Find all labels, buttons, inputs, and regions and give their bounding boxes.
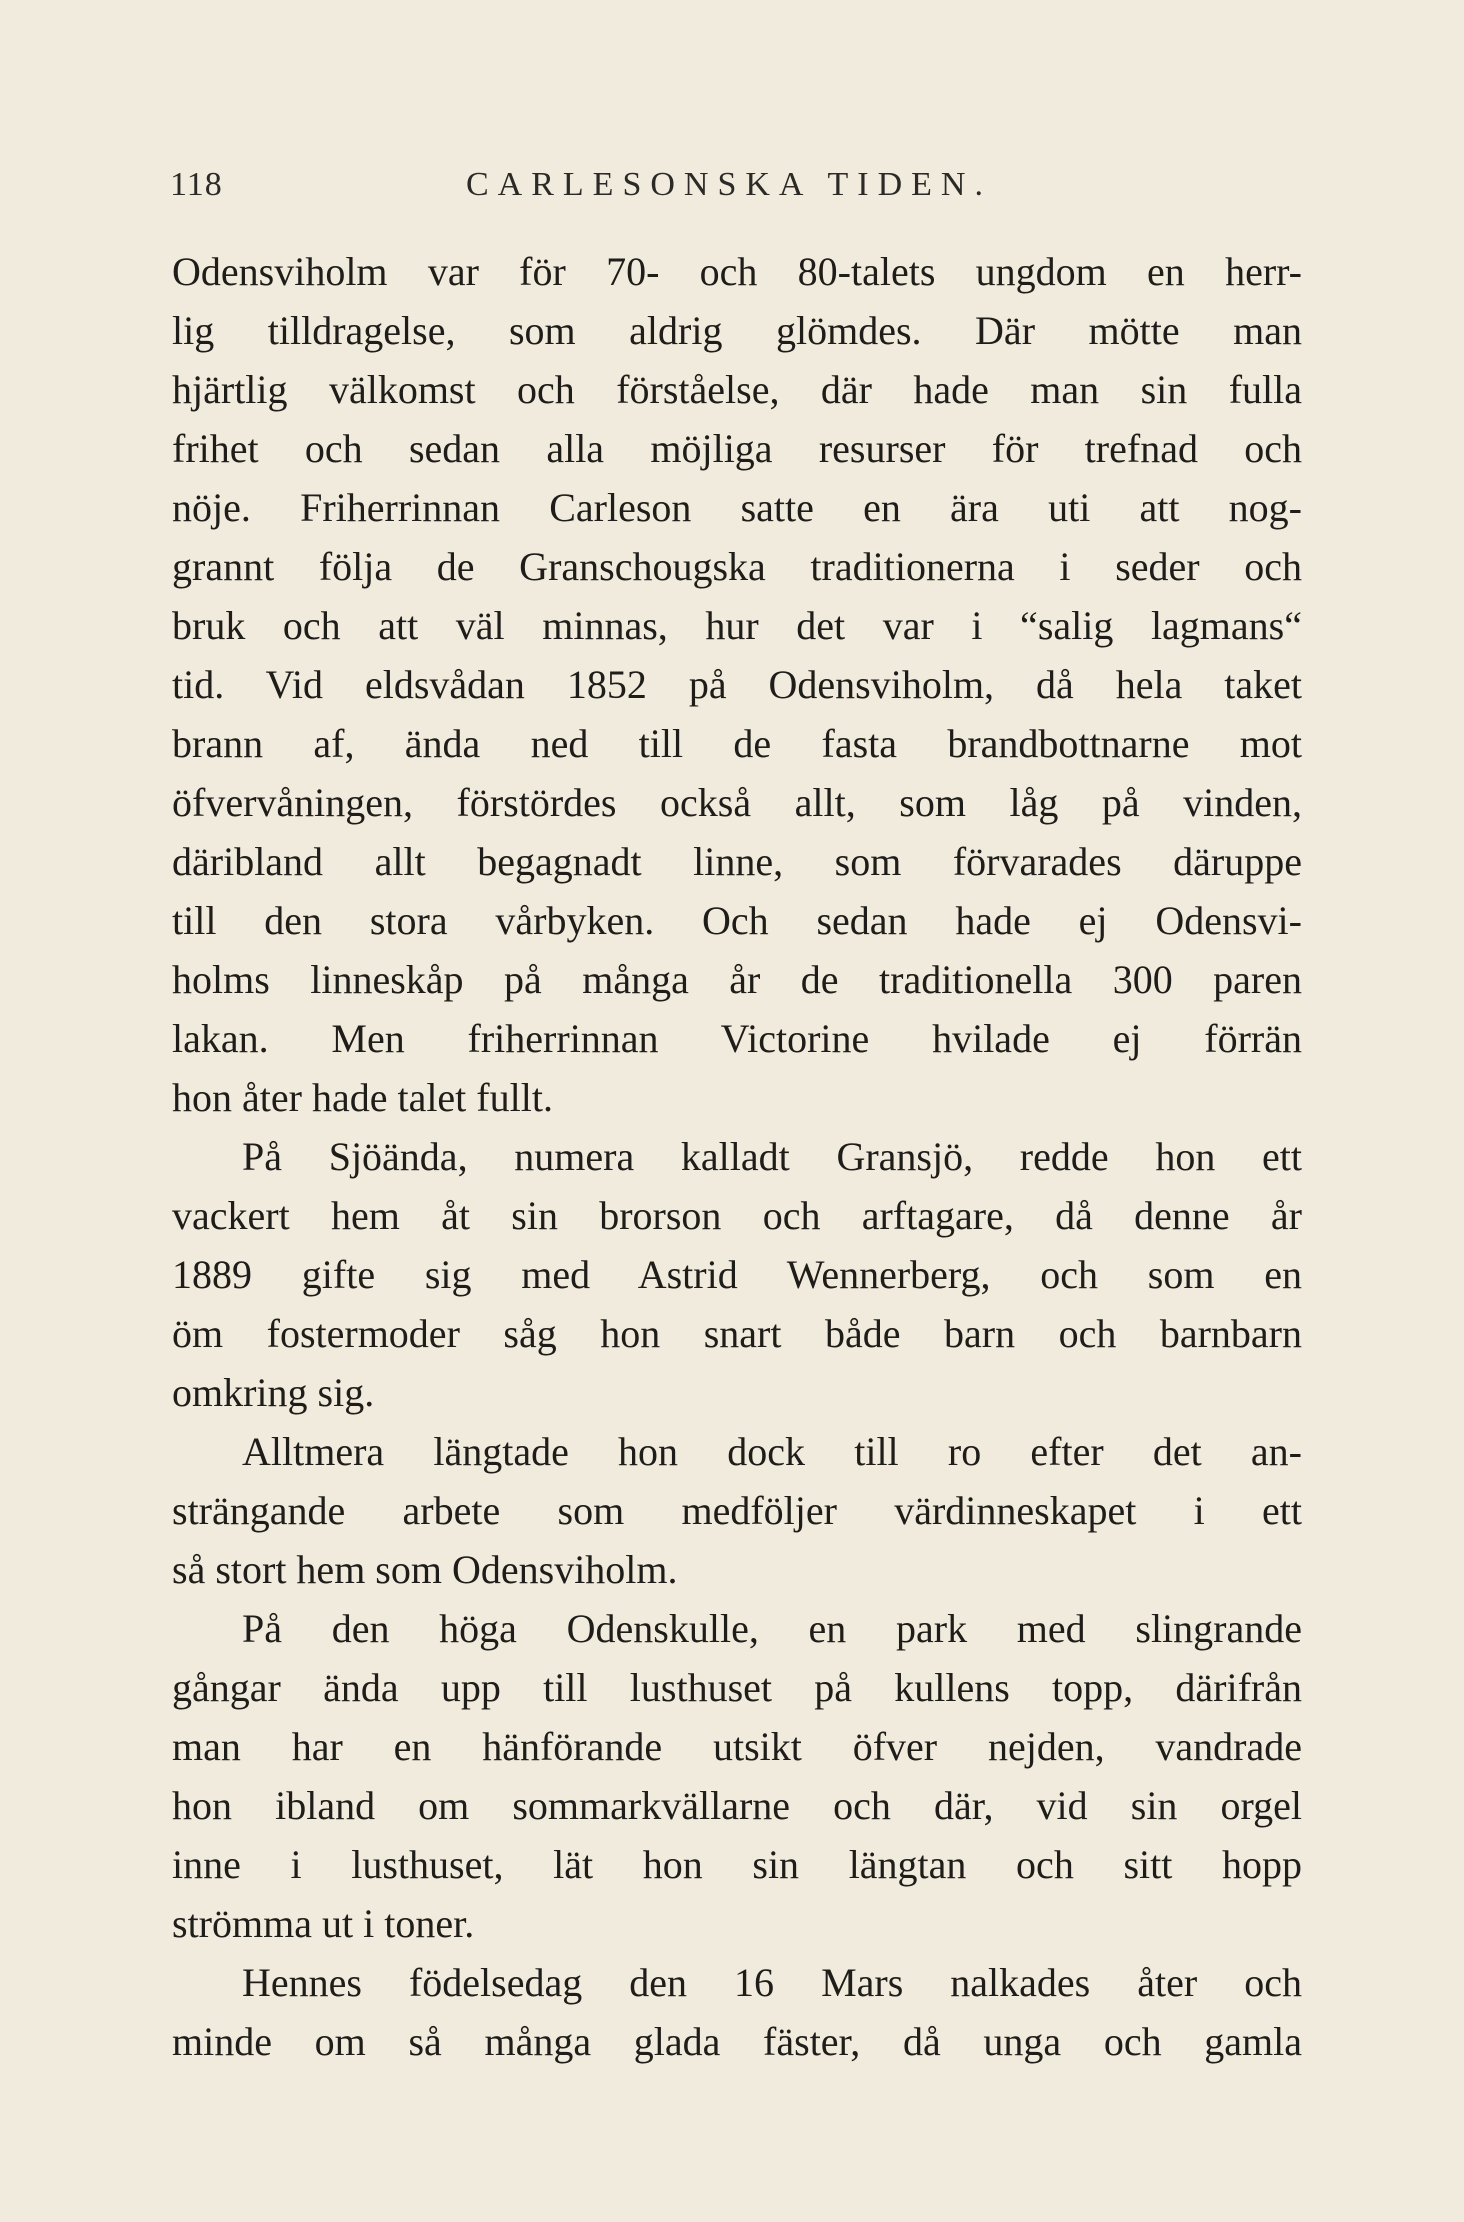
- running-head: CARLESONSKA TIDEN.: [466, 166, 992, 203]
- text-line: vackert hem åt sin brorson och arftagare, då denne år: [172, 1193, 1302, 1238]
- text-line: hon ibland om sommarkvällarne och där, vid sin orgel: [172, 1783, 1302, 1828]
- text-line: lig tilldragelse, som aldrig glömdes. Där mötte man: [172, 308, 1302, 353]
- text-line: grannt följa de Granschougska traditionerna i seder och: [172, 544, 1302, 589]
- text-line: man har en hänförande utsikt öfver nejden, vandrade: [172, 1724, 1302, 1769]
- page-number: 118: [170, 166, 223, 203]
- text-line: minde om så många glada fäster, då unga och gamla: [172, 2019, 1302, 2064]
- text-line: gångar ända upp till lusthuset på kullens topp, därifrån: [172, 1665, 1302, 1710]
- text-line: däribland allt begagnadt linne, som förvarades däruppe: [172, 839, 1302, 884]
- text-line: nöje. Friherrinnan Carleson satte en ära uti att nog-: [172, 485, 1302, 530]
- text-line: Odensviholm var för 70- och 80-talets ungdom en herr-: [172, 249, 1302, 294]
- text-line: 1889 gifte sig med Astrid Wennerberg, och som en: [172, 1252, 1302, 1297]
- text-line: På den höga Odenskulle, en park med slingrande: [242, 1606, 1302, 1651]
- text-line: så stort hem som Odensviholm.: [172, 1547, 678, 1592]
- text-line: frihet och sedan alla möjliga resurser för trefnad och: [172, 426, 1302, 471]
- text-line: omkring sig.: [172, 1370, 375, 1415]
- text-line: tid. Vid eldsvådan 1852 på Odensviholm, då hela taket: [172, 662, 1302, 707]
- text-line: På Sjöända, numera kalladt Gransjö, redde hon ett: [242, 1134, 1302, 1179]
- text-line: Alltmera längtade hon dock till ro efter det an-: [242, 1429, 1302, 1474]
- body-text: [172, 242, 1302, 2071]
- text-line: öfvervåningen, förstördes också allt, som låg på vinden,: [172, 780, 1302, 825]
- text-line: hjärtlig välkomst och förståelse, där hade man sin fulla: [172, 367, 1302, 412]
- text-line: holms linneskåp på många år de traditionella 300 paren: [172, 957, 1302, 1002]
- text-line: till den stora vårbyken. Och sedan hade ej Odensvi-: [172, 898, 1302, 943]
- text-line: bruk och att väl minnas, hur det var i “salig lagmans“: [172, 603, 1302, 648]
- text-line: lakan. Men friherrinnan Victorine hvilade ej förrän: [172, 1016, 1302, 1061]
- text-line: hon åter hade talet fullt.: [172, 1075, 553, 1120]
- text-line: öm fostermoder såg hon snart både barn och barnbarn: [172, 1311, 1302, 1356]
- text-line: inne i lusthuset, lät hon sin längtan och sitt hopp: [172, 1842, 1302, 1887]
- page-header: [170, 166, 1305, 216]
- text-line: strömma ut i toner.: [172, 1901, 475, 1946]
- text-line: strängande arbete som medföljer värdinneskapet i ett: [172, 1488, 1302, 1533]
- text-line: brann af, ända ned till de fasta brandbottnarne mot: [172, 721, 1302, 766]
- text-line: Hennes födelsedag den 16 Mars nalkades åter och: [242, 1960, 1302, 2005]
